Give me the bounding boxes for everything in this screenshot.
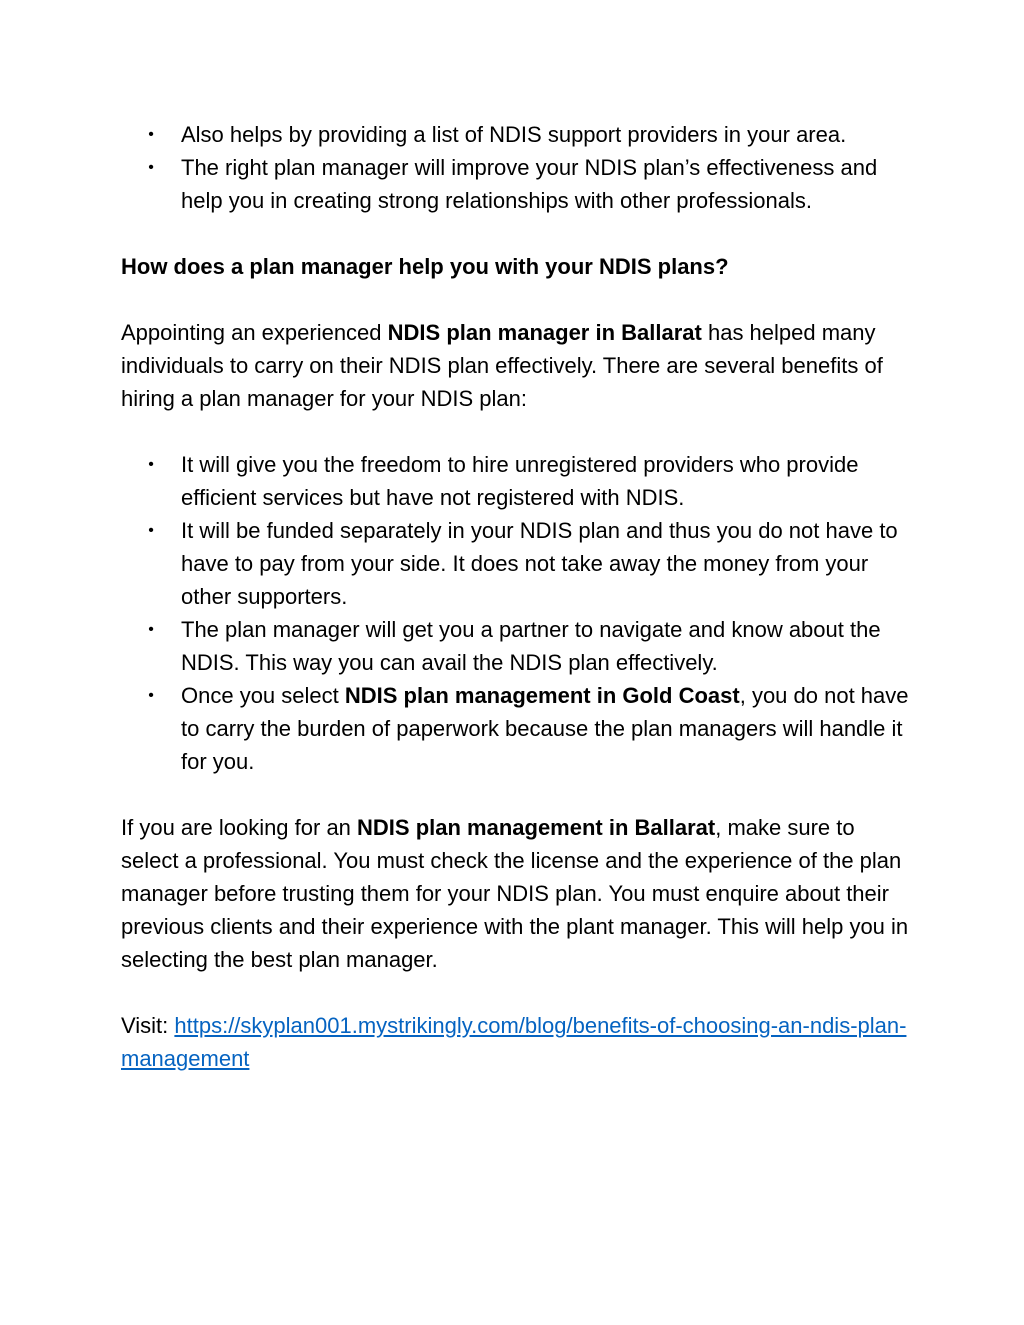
intro-text-before: Appointing an experienced bbox=[121, 320, 388, 345]
visit-label: Visit: bbox=[121, 1013, 175, 1038]
list-item-text: The right plan manager will improve your NDIS plan’s effectiveness and help you in creating strong relationships with other professionals. bbox=[181, 155, 878, 213]
item4-text-before: Once you select bbox=[181, 683, 345, 708]
item4-text-after: , you do not have to carry the burden of paperwork because the plan managers will handle it for you. bbox=[181, 683, 909, 774]
bullet-icon: • bbox=[148, 687, 154, 704]
bullet-icon: • bbox=[148, 159, 154, 176]
closing-paragraph bbox=[121, 811, 911, 976]
closing-text-before: If you are looking for an bbox=[121, 815, 358, 840]
intro-text-after: has helped many individuals to carry on their NDIS plan effectively. There are several benefits of hiring a plan manager for your NDIS plan: bbox=[121, 320, 883, 411]
bullet-icon: • bbox=[148, 621, 154, 638]
list-item bbox=[121, 679, 911, 778]
list-item-text: It will give you the freedom to hire unregistered providers who provide efficient services but have not registered with NDIS. bbox=[181, 452, 859, 510]
list-item bbox=[121, 448, 911, 514]
visit-line bbox=[121, 1009, 911, 1075]
list-item-text: It will be funded separately in your NDIS plan and thus you do not have to have to pay from your side. It does not take away the money from your other supporters. bbox=[181, 518, 898, 609]
document-page bbox=[121, 118, 911, 1075]
list-item bbox=[121, 514, 911, 613]
bullet-icon: • bbox=[148, 126, 154, 143]
list-item bbox=[121, 118, 911, 151]
intro-bold-keyword: NDIS plan manager in Ballarat bbox=[387, 320, 702, 345]
closing-text-after: , make sure to select a professional. You must check the license and the experience of the plan manager before trusting them for your NDIS plan. You must enquire about their previous clients and their experience with the plant manager. This will help you in selecting the best plan manager. bbox=[121, 815, 909, 972]
closing-bold-keyword: NDIS plan management in Ballarat bbox=[357, 815, 716, 840]
section-heading: How does a plan manager help you with your NDIS plans? bbox=[121, 254, 729, 279]
visit-link[interactable]: https://skyplan001.mystrikingly.com/blog/benefits-of-choosing-an-ndis-plan-management bbox=[121, 1013, 907, 1071]
list-item-text bbox=[181, 683, 909, 774]
list-item-text: The plan manager will get you a partner to navigate and know about the NDIS. This way you can avail the NDIS plan effectively. bbox=[181, 617, 881, 675]
list-item-text: Also helps by providing a list of NDIS support providers in your area. bbox=[181, 122, 847, 147]
intro-paragraph bbox=[121, 316, 911, 415]
list-item bbox=[121, 613, 911, 679]
list-item bbox=[121, 151, 911, 217]
bullet-icon: • bbox=[148, 456, 154, 473]
top-bullet-list bbox=[121, 118, 911, 217]
bullet-icon: • bbox=[148, 522, 154, 539]
benefits-bullet-list bbox=[121, 448, 911, 778]
item4-bold-keyword: NDIS plan management in Gold Coast bbox=[344, 683, 740, 708]
